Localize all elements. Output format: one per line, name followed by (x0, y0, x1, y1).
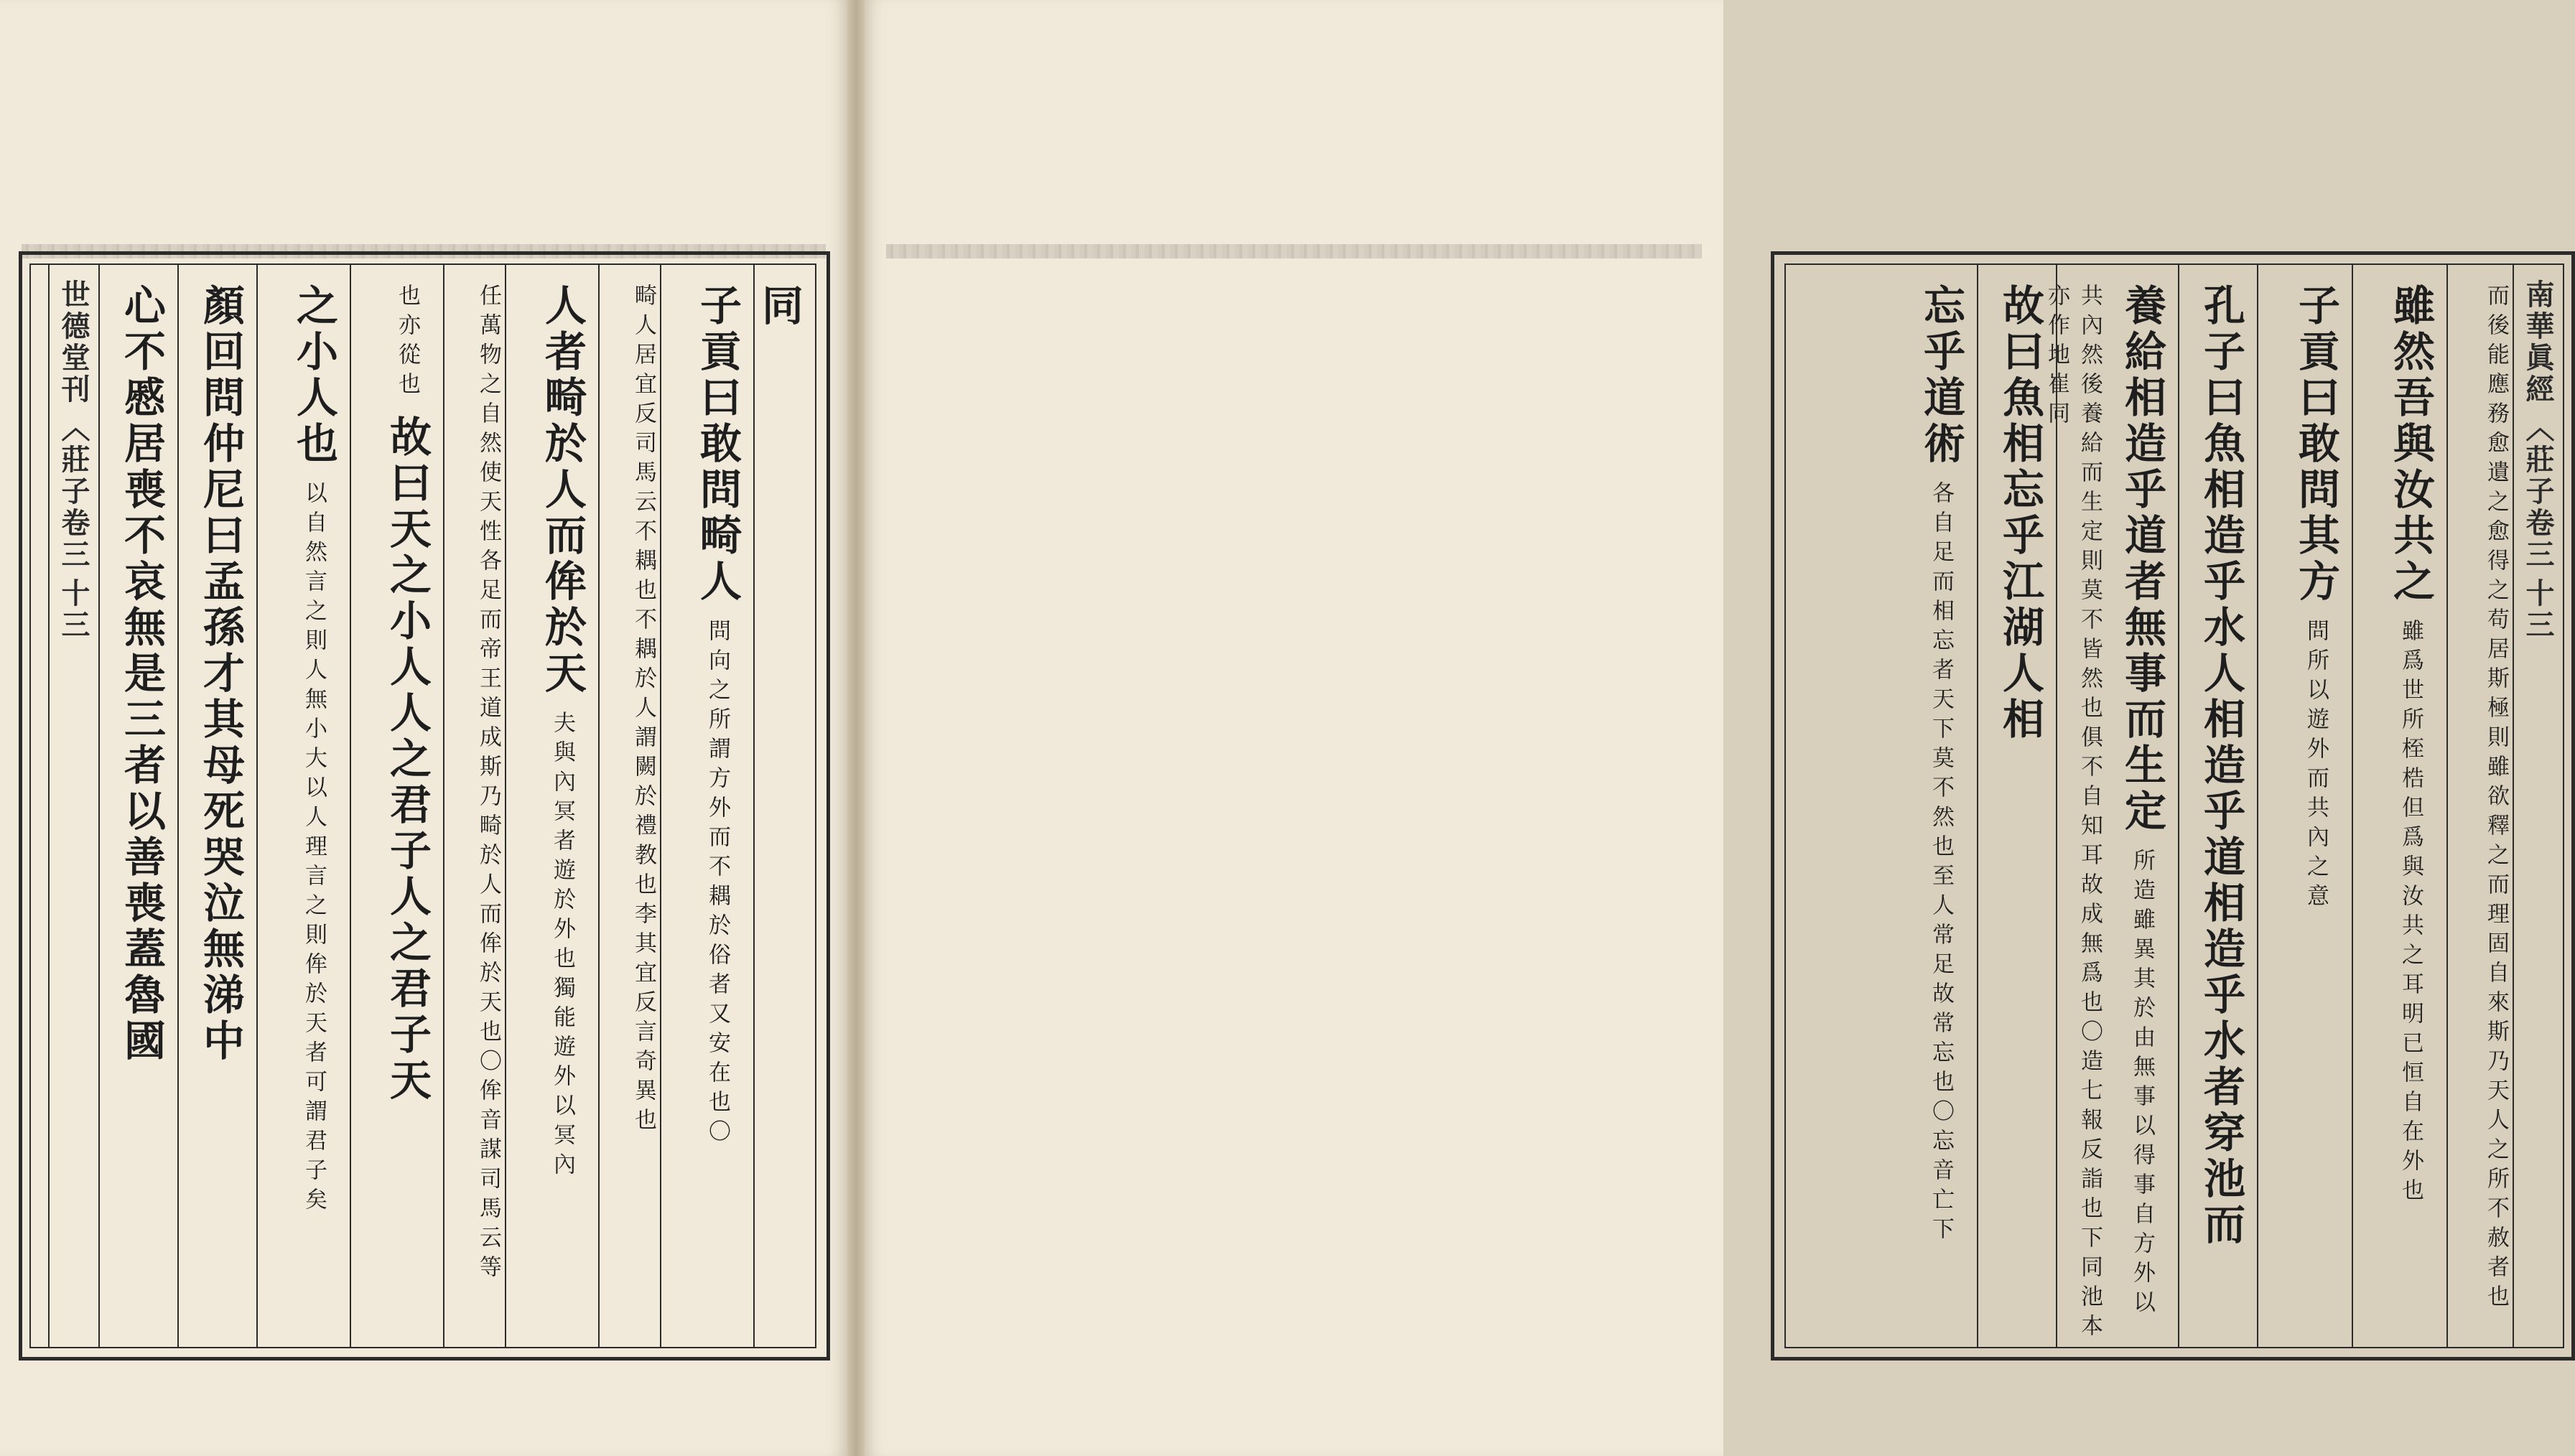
chapter-label: 〈莊子卷三 (57, 413, 90, 571)
right-text-block (1784, 263, 2564, 1348)
main-text: 心不慼居喪不哀無是三者以善喪蓋魯國 (117, 284, 166, 1065)
commentary-text: 問向之所謂方外而不耦於俗者又安在也〇 (704, 619, 730, 1149)
commentary-text: 任萬物之自然使天性各足而帝王道成斯乃畸於人而侔於天也〇侔音謀司馬云等 (475, 284, 501, 1284)
commentary-text: 而後能應務愈遺之愈得之苟居斯極則雖欲釋之而理固自來斯乃天人之所不赦者也 (2483, 284, 2509, 1314)
ink-edge-stain (886, 244, 1702, 258)
commentary-text: 夫與內冥者遊於外也獨能遊外以冥內 (549, 711, 575, 1182)
text-column (1869, 265, 1977, 1347)
commentary-text: 也亦從也 (394, 284, 420, 401)
text-column (443, 265, 505, 1347)
text-column (98, 265, 177, 1347)
left-text-block (29, 263, 816, 1348)
text-column (660, 265, 753, 1347)
main-text: 雖然吾與汝共之 (2386, 284, 2435, 605)
folio-number: 十三 (57, 578, 90, 641)
main-text: 養給相造乎道者無事而生定 (2118, 284, 2166, 835)
main-text: 人者畸於人而侔於天 (538, 284, 587, 697)
folio-number: 十三 (2521, 578, 2555, 641)
main-text: 故曰魚相忘乎江湖人相 (1996, 284, 2044, 743)
main-text: 子貢曰敢問其方 (2291, 284, 2340, 605)
main-text: 同 (755, 284, 804, 330)
commentary-text: 雖爲世所桎梏但爲與汝共之耳明已恒自在外也 (2398, 619, 2423, 1208)
left-page (0, 0, 847, 1456)
commentary-text: 以自然言之則人無小大以人理言之則侔於天者可謂君子矣 (301, 481, 327, 1217)
text-column (256, 265, 350, 1347)
left-margin-label (48, 265, 98, 1347)
commentary-text: 畸人居宜反司馬云不耦也不耦於人謂闕於禮教也李其宜反言奇異也 (630, 284, 656, 1137)
text-column (2446, 265, 2513, 1347)
right-columns (1786, 265, 2563, 1347)
text-column (2257, 265, 2352, 1347)
right-page (865, 0, 2555, 1456)
left-columns (31, 265, 815, 1347)
main-text: 故曰天之小人人之君子人之君子天 (383, 415, 432, 1104)
book-gutter (847, 0, 865, 1456)
commentary-text: 各自足而相忘者天下莫不然也至人常足故常忘也〇忘音亡下 (1928, 481, 1954, 1246)
text-column (2044, 265, 2178, 1347)
book-title: 南華眞經 (2521, 279, 2555, 406)
text-column (2352, 265, 2446, 1347)
commentary-text: 問所以遊外而共內之意 (2303, 619, 2329, 913)
text-column (350, 265, 443, 1347)
text-column (598, 265, 660, 1347)
commentary-text: 所造雖異其於由無事以得事自方外以共內然後養給而生定則莫不皆然也俱不自知耳故成無爲也〇造七報反詣也下同池本亦作地崔同 (2044, 284, 2155, 1343)
text-column (505, 265, 598, 1347)
main-text: 忘乎道術 (1917, 284, 1965, 467)
text-column (177, 265, 256, 1347)
main-text: 子貢曰敢問畸人 (693, 284, 742, 605)
text-column (2178, 265, 2257, 1347)
book-title: 世德堂刊 (57, 279, 90, 406)
text-column (753, 265, 815, 1347)
main-text: 之小人也 (289, 284, 338, 467)
main-text: 孔子曰魚相造乎水人相造乎道相造乎水者穿池而 (2197, 284, 2245, 1249)
main-text: 顏回問仲尼曰孟孫才其母死哭泣無涕中 (196, 284, 245, 1065)
right-print-frame (1771, 251, 2575, 1361)
right-margin-label (2513, 265, 2563, 1347)
left-print-frame (19, 251, 830, 1361)
chapter-label: 〈莊子卷三 (2521, 413, 2555, 571)
